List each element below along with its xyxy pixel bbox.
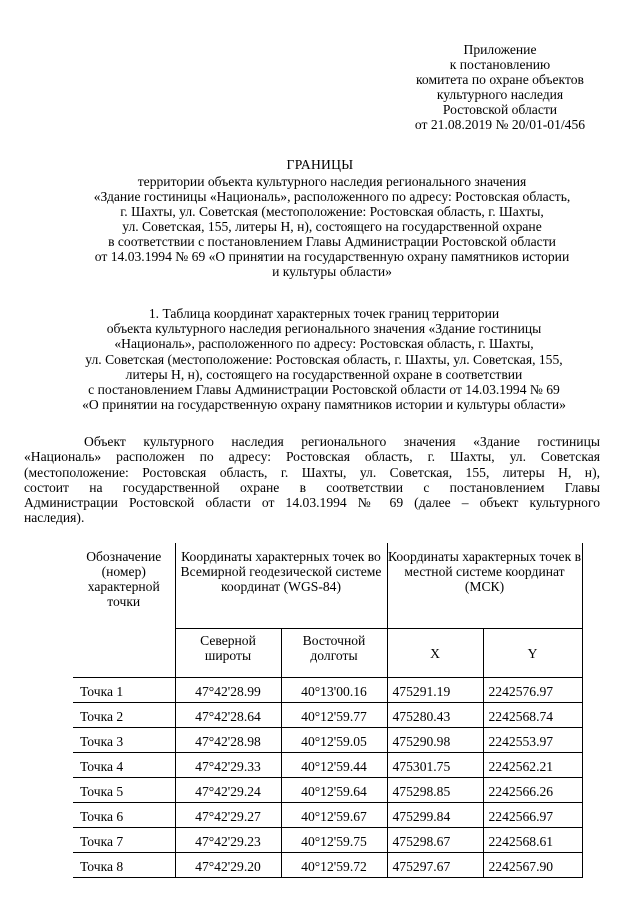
- cell-y: 2242568.74: [483, 703, 582, 728]
- cell-x: 475301.75: [387, 753, 483, 778]
- cell-lon: 40°12'59.75: [281, 828, 387, 853]
- section-line: литеры Н, н), состоящего на государственной охране в соответствии: [125, 366, 523, 382]
- cell-point: Точка 5: [73, 778, 175, 803]
- title-line: ул. Советская, 155, литеры Н, н), состоящего на государственной охране: [122, 219, 542, 234]
- title-line: территории объекта культурного наследия регионального значения: [137, 174, 527, 189]
- title-line: г. Шахты, ул. Советская (местоположение: Ростовская область, г. Шахты,: [120, 204, 544, 219]
- table-row: [73, 728, 582, 753]
- cell-point: Точка 8: [73, 853, 175, 878]
- cell-point: Точка 6: [73, 803, 175, 828]
- header-lat: Северной широты: [175, 629, 281, 678]
- appendix-line: к постановлению: [449, 57, 551, 72]
- section-line: с постановлением Главы Администрации Ростовской области от 14.03.1994 № 69: [88, 382, 560, 398]
- appendix-line: культурного наследия: [436, 87, 564, 102]
- paragraph-line: состоит на государственной охране в соответствии с постановлением Главы: [24, 479, 600, 495]
- cell-x: 475290.98: [387, 728, 483, 753]
- cell-lat: 47°42'28.98: [175, 728, 281, 753]
- cell-lat: 47°42'29.33: [175, 753, 281, 778]
- header-wgs: Координаты характерных точек во Всемирной геодезической системе координат (WGS-84): [175, 543, 387, 629]
- coordinates-table: [73, 543, 583, 878]
- section-line: 1. Таблица координат характерных точек границ территории: [148, 306, 500, 321]
- header-msk: Координаты характерных точек в местной системе координат (МСК): [387, 543, 582, 629]
- paragraph-line: Объект культурного наследия регионального значения «Здание гостиницы: [84, 434, 600, 449]
- appendix-header: [382, 42, 618, 132]
- header-x: X: [387, 629, 483, 678]
- appendix-line: комитета по охране объектов: [416, 72, 584, 87]
- title-description: [40, 174, 624, 279]
- section-line: объекта культурного наследия регионального значения «Здание гостиницы: [106, 321, 542, 337]
- header-point: Обозначение (номер) характерной точки: [73, 543, 175, 678]
- cell-y: 2242562.21: [483, 753, 582, 778]
- cell-lat: 47°42'29.24: [175, 778, 281, 803]
- cell-point: Точка 2: [73, 703, 175, 728]
- cell-lon: 40°12'59.67: [281, 803, 387, 828]
- cell-lon: 40°12'59.72: [281, 853, 387, 878]
- cell-point: Точка 1: [73, 678, 175, 703]
- title-line: от 14.03.1994 № 69 «О принятии на государственную охрану памятников истории: [94, 249, 570, 264]
- paragraph-line: (местоположение: Ростовская область, г. Шахты, ул. Советская, 155, литеры Н, н),: [24, 464, 600, 480]
- cell-point: Точка 4: [73, 753, 175, 778]
- document-title: ГРАНИЦЫ: [286, 157, 354, 172]
- section-line: «Националь», расположенного по адресу: Ростовская область, г. Шахты,: [114, 336, 534, 352]
- cell-lon: 40°12'59.77: [281, 703, 387, 728]
- header-y: Y: [483, 629, 582, 678]
- cell-lat: 47°42'29.23: [175, 828, 281, 853]
- cell-y: 2242566.97: [483, 803, 582, 828]
- table-row: [73, 778, 582, 803]
- body-paragraph: [24, 434, 600, 526]
- table-row: [73, 803, 582, 828]
- cell-lon: 40°12'59.05: [281, 728, 387, 753]
- title-line: «Здание гостиницы «Националь», расположенного по адресу: Ростовская область,: [93, 189, 571, 204]
- cell-point: Точка 7: [73, 828, 175, 853]
- cell-x: 475297.67: [387, 853, 483, 878]
- cell-x: 475298.85: [387, 778, 483, 803]
- cell-lon: 40°12'59.64: [281, 778, 387, 803]
- cell-lat: 47°42'29.20: [175, 853, 281, 878]
- appendix-line: Приложение: [463, 42, 537, 57]
- section-heading: [24, 306, 624, 412]
- cell-y: 2242553.97: [483, 728, 582, 753]
- section-line: ул. Советская (местоположение: Ростовская область, г. Шахты, ул. Советская, 155,: [85, 351, 563, 367]
- cell-lat: 47°42'28.64: [175, 703, 281, 728]
- appendix-line: от 21.08.2019 № 20/01-01/456: [414, 117, 586, 132]
- table-row: [73, 828, 582, 853]
- cell-lon: 40°12'59.44: [281, 753, 387, 778]
- cell-lat: 47°42'29.27: [175, 803, 281, 828]
- cell-lat: 47°42'28.99: [175, 678, 281, 703]
- cell-x: 475291.19: [387, 678, 483, 703]
- cell-point: Точка 3: [73, 728, 175, 753]
- cell-y: 2242568.61: [483, 828, 582, 853]
- paragraph-line: наследия).: [24, 510, 85, 526]
- table-row: [73, 753, 582, 778]
- cell-lon: 40°13'00.16: [281, 678, 387, 703]
- appendix-line: Ростовской области: [442, 102, 558, 117]
- table-row: [73, 853, 582, 878]
- cell-y: 2242576.97: [483, 678, 582, 703]
- header-lon: Восточной долготы: [281, 629, 387, 678]
- paragraph-line: «Националь» расположен по адресу: Ростовская область, г. Шахты, ул. Советская: [24, 449, 600, 465]
- cell-x: 475280.43: [387, 703, 483, 728]
- cell-y: 2242567.90: [483, 853, 582, 878]
- table-row: [73, 703, 582, 728]
- paragraph-line: Администрации Ростовской области от 14.03.1994 № 69 (далее – объект культурного: [24, 495, 600, 511]
- cell-x: 475298.67: [387, 828, 483, 853]
- table-row: [73, 678, 582, 703]
- section-line: «О принятии на государственную охрану памятников истории и культуры области»: [82, 397, 566, 413]
- title-line: в соответствии с постановлением Главы Администрации Ростовской области: [108, 234, 556, 249]
- cell-x: 475299.84: [387, 803, 483, 828]
- cell-y: 2242566.26: [483, 778, 582, 803]
- title-line: и культуры области»: [272, 264, 392, 279]
